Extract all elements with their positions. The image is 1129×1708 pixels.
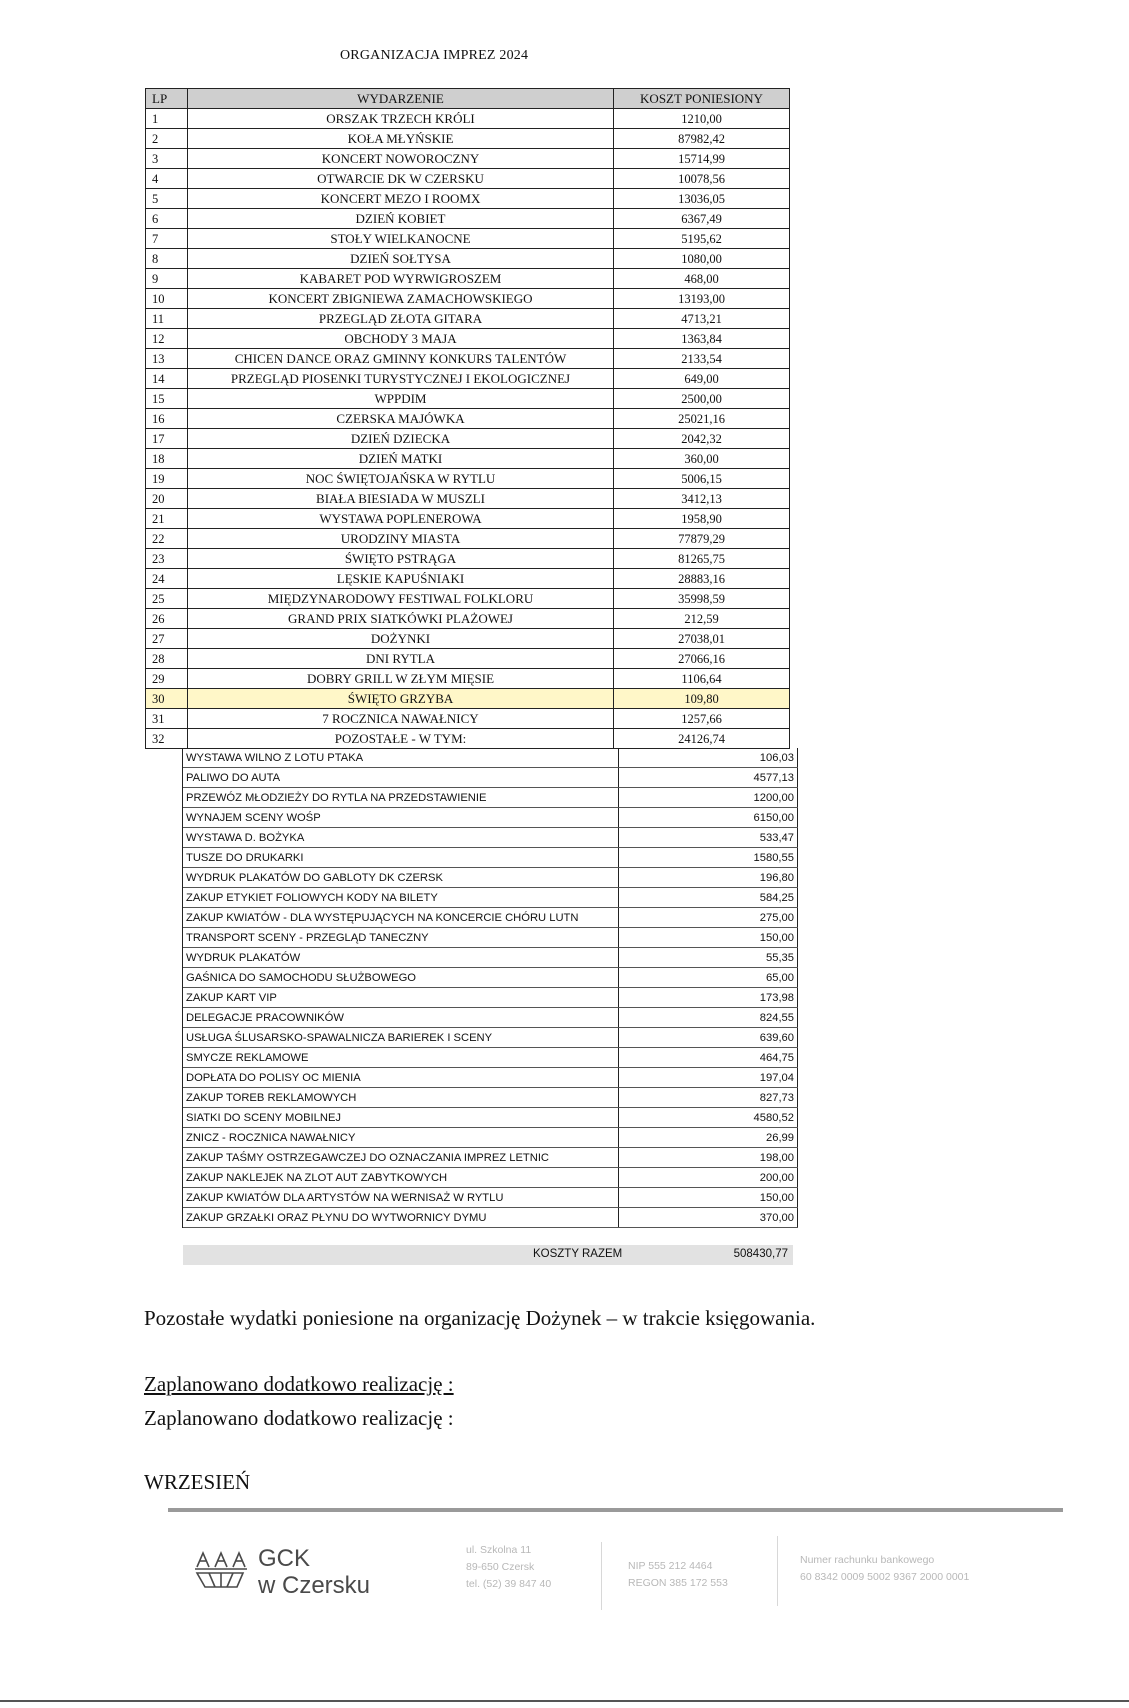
sub-item-row [145,1168,798,1188]
footer-separator [777,1536,778,1606]
total-row [183,1245,793,1265]
regon-number: REGON 385 172 553 [628,1577,728,1589]
row-cost: 1363,84 [614,329,790,349]
row-lp: 27 [146,629,188,649]
row-lp: 2 [146,129,188,149]
logo-line-2: w Czersku [258,1572,371,1599]
row-event: KONCERT NOWOROCZNY [188,149,614,169]
sub-item-row [145,1088,798,1108]
sub-item-name: WYDRUK PLAKATÓW [183,948,619,968]
sub-item-cost: 639,60 [619,1028,798,1048]
row-lp: 18 [146,449,188,469]
table-row [146,389,790,409]
sub-item-row [145,848,798,868]
events-table [145,88,790,749]
row-cost: 468,00 [614,269,790,289]
total-value: 508430,77 [733,1248,788,1260]
row-event: LĘSKIE KAPUŚNIAKI [188,569,614,589]
row-lp: 32 [146,729,188,749]
row-cost: 87982,42 [614,129,790,149]
sub-item-row [145,788,798,808]
row-cost: 6367,49 [614,209,790,229]
row-event: ŚWIĘTO PSTRĄGA [188,549,614,569]
address-street: ul. Szkolna 11 [466,1544,532,1556]
sub-item-blank [145,948,183,968]
row-lp: 15 [146,389,188,409]
table-row [146,209,790,229]
dozynki-note: Pozostałe wydatki poniesione na organizację Dożynek – w trakcie księgowania. [144,1306,816,1330]
sub-item-blank [145,768,183,788]
row-cost: 1106,64 [614,669,790,689]
sub-item-blank [145,1088,183,1108]
sub-item-blank [145,748,183,768]
row-cost: 1080,00 [614,249,790,269]
table-row [146,589,790,609]
row-lp: 30 [146,689,188,709]
sub-item-row [145,1048,798,1068]
table-row [146,509,790,529]
row-event: KONCERT ZBIGNIEWA ZAMACHOWSKIEGO [188,289,614,309]
sub-item-name: TUSZE DO DRUKARKI [183,848,619,868]
footer-divider [168,1508,1063,1512]
table-row [146,249,790,269]
sub-item-name: ZAKUP KWIATÓW - DLA WYSTĘPUJĄCYCH NA KONCERCIE CHÓRU LUTN [183,908,619,928]
sub-item-name: ZAKUP ETYKIET FOLIOWYCH KODY NA BILETY [183,888,619,908]
address-city: 89-650 Czersk [466,1561,535,1573]
table-row [146,369,790,389]
row-cost: 15714,99 [614,149,790,169]
row-lp: 7 [146,229,188,249]
sub-item-blank [145,1168,183,1188]
sub-item-blank [145,1008,183,1028]
sub-item-row [145,868,798,888]
row-lp: 5 [146,189,188,209]
sub-item-blank [145,1188,183,1208]
row-lp: 22 [146,529,188,549]
page-bottom-edge [0,1700,1129,1702]
sub-item-row [145,988,798,1008]
table-row [146,429,790,449]
sub-item-blank [145,868,183,888]
page-title: ORGANIZACJA IMPREZ 2024 [340,48,529,63]
row-cost: 24126,74 [614,729,790,749]
row-cost: 1257,66 [614,709,790,729]
row-cost: 5195,62 [614,229,790,249]
row-event: MIĘDZYNARODOWY FESTIWAL FOLKLORU [188,589,614,609]
sub-item-row [145,1208,798,1228]
sub-item-blank [145,808,183,828]
row-lp: 6 [146,209,188,229]
logo-line-1: GCK [258,1545,311,1572]
row-cost: 2042,32 [614,429,790,449]
sub-item-blank [145,908,183,928]
sub-item-row [145,1128,798,1148]
row-cost: 28883,16 [614,569,790,589]
table-row [146,409,790,429]
sub-item-blank [145,1048,183,1068]
sub-item-name: ZAKUP GRZAŁKI ORAZ PŁYNU DO WYTWORNICY DYMU [183,1208,619,1228]
sub-item-blank [145,788,183,808]
sub-item-blank [145,968,183,988]
total-label: KOSZTY RAZEM [533,1248,623,1260]
row-cost: 27066,16 [614,649,790,669]
sub-item-row [145,828,798,848]
sub-item-row [145,1028,798,1048]
sub-item-row [145,948,798,968]
header-event: WYDARZENIE [188,89,614,109]
row-cost: 13193,00 [614,289,790,309]
row-event: DNI RYTLA [188,649,614,669]
table-row [146,329,790,349]
row-event: WYSTAWA POPLENEROWA [188,509,614,529]
sub-item-cost: 106,03 [619,748,798,768]
row-cost: 77879,29 [614,529,790,549]
sub-item-name: ZAKUP TOREB REKLAMOWYCH [183,1088,619,1108]
row-event: ŚWIĘTO GRZYBA [188,689,614,709]
row-lp: 10 [146,289,188,309]
row-event: 7 ROCZNICA NAWAŁNICY [188,709,614,729]
table-row [146,149,790,169]
sub-item-row [145,928,798,948]
row-lp: 26 [146,609,188,629]
sub-item-name: ZAKUP NAKLEJEK NA ZLOT AUT ZABYTKOWYCH [183,1168,619,1188]
planned-heading: Zaplanowano dodatkowo realizację : [144,1372,454,1396]
sub-item-name: PALIWO DO AUTA [183,768,619,788]
row-lp: 14 [146,369,188,389]
footer-registry [628,1558,728,1592]
sub-item-row [145,1108,798,1128]
row-event: DZIEŃ MATKI [188,449,614,469]
row-event: DZIEŃ SOŁTYSA [188,249,614,269]
row-event: CZERSKA MAJÓWKA [188,409,614,429]
table-row [146,229,790,249]
row-lp: 29 [146,669,188,689]
gck-logo-text [258,1545,370,1599]
row-lp: 28 [146,649,188,669]
sub-item-row [145,908,798,928]
row-lp: 17 [146,429,188,449]
sub-item-blank [145,888,183,908]
row-cost: 360,00 [614,449,790,469]
row-event: DZIEŃ KOBIET [188,209,614,229]
row-event: ORSZAK TRZECH KRÓLI [188,109,614,129]
table-row [146,689,790,709]
row-cost: 212,59 [614,609,790,629]
header-lp: LP [146,89,188,109]
sub-item-name: SMYCZE REKLAMOWE [183,1048,619,1068]
row-lp: 8 [146,249,188,269]
table-row [146,529,790,549]
row-event: OTWARCIE DK W CZERSKU [188,169,614,189]
row-lp: 23 [146,549,188,569]
row-lp: 9 [146,269,188,289]
sub-item-cost: 198,00 [619,1148,798,1168]
row-lp: 1 [146,109,188,129]
sub-item-name: WYNAJEM SCENY WOŚP [183,808,619,828]
sub-item-row [145,748,798,768]
sub-item-cost: 824,55 [619,1008,798,1028]
row-event: NOC ŚWIĘTOJAŃSKA W RYTLU [188,469,614,489]
row-lp: 21 [146,509,188,529]
sub-item-name: ZAKUP KART VIP [183,988,619,1008]
sub-item-cost: 464,75 [619,1048,798,1068]
sub-item-cost: 197,04 [619,1068,798,1088]
sub-item-cost: 200,00 [619,1168,798,1188]
sub-item-cost: 55,35 [619,948,798,968]
sub-item-name: SIATKI DO SCENY MOBILNEJ [183,1108,619,1128]
sub-item-cost: 1580,55 [619,848,798,868]
row-lp: 25 [146,589,188,609]
row-cost: 5006,15 [614,469,790,489]
table-row [146,109,790,129]
sub-item-row [145,968,798,988]
row-lp: 11 [146,309,188,329]
row-cost: 1958,90 [614,509,790,529]
row-event: OBCHODY 3 MAJA [188,329,614,349]
table-row [146,309,790,329]
table-row [146,569,790,589]
sub-item-blank [145,1208,183,1228]
sub-item-blank [145,828,183,848]
row-cost: 81265,75 [614,549,790,569]
row-cost: 27038,01 [614,629,790,649]
table-row [146,549,790,569]
sub-item-cost: 584,25 [619,888,798,908]
sub-item-row [145,1068,798,1088]
nip-number: NIP 555 212 4464 [628,1560,713,1572]
row-event: KOŁA MŁYŃSKIE [188,129,614,149]
sub-item-name: WYSTAWA WILNO Z LOTU PTAKA [183,748,619,768]
sub-item-name: ZAKUP TAŚMY OSTRZEGAWCZEJ DO OZNACZANIA IMPREZ LETNIC [183,1148,619,1168]
sub-item-row [145,808,798,828]
sub-item-blank [145,1028,183,1048]
table-row [146,629,790,649]
row-lp: 20 [146,489,188,509]
sub-item-blank [145,1068,183,1088]
address-phone: tel. (52) 39 847 40 [466,1578,552,1590]
row-cost: 13036,05 [614,189,790,209]
sub-item-name: DELEGACJE PRACOWNIKÓW [183,1008,619,1028]
row-cost: 10078,56 [614,169,790,189]
sub-item-name: USŁUGA ŚLUSARSKO-SPAWALNICZA BARIEREK I SCENY [183,1028,619,1048]
sub-item-blank [145,928,183,948]
footer-separator [601,1542,602,1610]
table-row [146,469,790,489]
gck-logo-icon [193,1545,253,1593]
table-row [146,189,790,209]
sub-item-name: ZNICZ - ROCZNICA NAWAŁNICY [183,1128,619,1148]
sub-item-cost: 26,99 [619,1128,798,1148]
table-row [146,669,790,689]
row-lp: 31 [146,709,188,729]
row-event: WPPDIM [188,389,614,409]
sub-item-cost: 533,47 [619,828,798,848]
sub-item-cost: 370,00 [619,1208,798,1228]
sub-item-cost: 827,73 [619,1088,798,1108]
sub-item-cost: 275,00 [619,908,798,928]
sub-item-name: GAŚNICA DO SAMOCHODU SŁUŻBOWEGO [183,968,619,988]
table-row [146,129,790,149]
sub-item-cost: 4580,52 [619,1108,798,1128]
row-cost: 1210,00 [614,109,790,129]
table-row [146,489,790,509]
row-lp: 24 [146,569,188,589]
row-cost: 4713,21 [614,309,790,329]
row-event: POZOSTAŁE - W TYM: [188,729,614,749]
header-cost: KOSZT PONIESIONY [614,89,790,109]
row-cost: 109,80 [614,689,790,709]
sub-item-name: ZAKUP KWIATÓW DLA ARTYSTÓW NA WERNISAŻ W RYTLU [183,1188,619,1208]
row-lp: 16 [146,409,188,429]
sub-item-blank [145,988,183,1008]
row-event: KONCERT MEZO I ROOMX [188,189,614,209]
row-cost: 25021,16 [614,409,790,429]
sub-item-name: DOPŁATA DO POLISY OC MIENIA [183,1068,619,1088]
sub-item-row [145,1148,798,1168]
table-row [146,729,790,749]
sub-item-cost: 4577,13 [619,768,798,788]
sub-item-blank [145,1128,183,1148]
row-event: DZIEŃ DZIECKA [188,429,614,449]
sub-item-row [145,1188,798,1208]
table-row [146,649,790,669]
sub-item-row [145,1008,798,1028]
row-cost: 2500,00 [614,389,790,409]
sub-item-name: TRANSPORT SCENY - PRZEGLĄD TANECZNY [183,928,619,948]
sub-item-blank [145,848,183,868]
table-row [146,709,790,729]
row-event: STOŁY WIELKANOCNE [188,229,614,249]
sub-item-row [145,888,798,908]
sub-item-cost: 150,00 [619,1188,798,1208]
month-label: WRZESIEŃ [144,1470,251,1494]
row-cost: 3412,13 [614,489,790,509]
row-lp: 3 [146,149,188,169]
row-event: URODZINY MIASTA [188,529,614,549]
sub-item-cost: 173,98 [619,988,798,1008]
sub-item-name: WYDRUK PLAKATÓW DO GABLOTY DK CZERSK [183,868,619,888]
row-lp: 4 [146,169,188,189]
row-event: PRZEGLĄD ZŁOTA GITARA [188,309,614,329]
sub-item-name: WYSTAWA D. BOŻYKA [183,828,619,848]
table-row [146,609,790,629]
row-lp: 13 [146,349,188,369]
sub-item-name: PRZEWÓZ MŁODZIEŻY DO RYTLA NA PRZEDSTAWIENIE [183,788,619,808]
sub-item-row [145,768,798,788]
table-row [146,169,790,189]
sub-item-cost: 6150,00 [619,808,798,828]
table-row [146,349,790,369]
row-lp: 19 [146,469,188,489]
sub-item-blank [145,1108,183,1128]
table-row [146,269,790,289]
row-event: PRZEGLĄD PIOSENKI TURYSTYCZNEJ I EKOLOGICZNEJ [188,369,614,389]
row-cost: 649,00 [614,369,790,389]
row-event: DOŻYNKI [188,629,614,649]
other-costs-table [145,748,798,1228]
row-event: CHICEN DANCE ORAZ GMINNY KONKURS TALENTÓW [188,349,614,369]
row-event: DOBRY GRILL W ZŁYM MIĘSIE [188,669,614,689]
sub-item-cost: 196,80 [619,868,798,888]
footer-address [466,1542,551,1593]
row-cost: 2133,54 [614,349,790,369]
bank-label: Numer rachunku bankowego [800,1554,935,1566]
table-row [146,289,790,309]
planned-text: Zaplanowano dodatkowo realizację : [144,1406,454,1430]
sub-item-cost: 1200,00 [619,788,798,808]
row-event: KABARET POD WYRWIGROSZEM [188,269,614,289]
table-row [146,449,790,469]
sub-item-blank [145,1148,183,1168]
bank-number: 60 8342 0009 5002 9367 2000 0001 [800,1571,970,1583]
footer-bank [800,1552,969,1586]
row-cost: 35998,59 [614,589,790,609]
row-event: BIAŁA BIESIADA W MUSZLI [188,489,614,509]
sub-item-cost: 65,00 [619,968,798,988]
row-event: GRAND PRIX SIATKÓWKI PLAŻOWEJ [188,609,614,629]
sub-item-cost: 150,00 [619,928,798,948]
row-lp: 12 [146,329,188,349]
